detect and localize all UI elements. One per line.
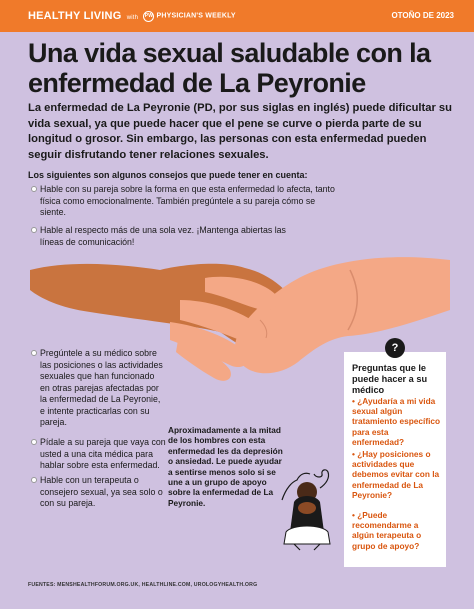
- brand-name: HEALTHY LIVING: [28, 10, 122, 22]
- anxious-person-illustration: [272, 462, 342, 552]
- intro-paragraph: La enfermedad de La Peyronie (PD, por sus siglas en inglés) puede dificultar su vida sexual, ya que puede hacer que el pene se curve o pierda parte de su longitud o grosor. Sin embargo, las personas con esta enfermedad pueden seguir disfrutando tener relaciones sexuales.: [28, 102, 452, 161]
- brand-with: with: [126, 15, 139, 21]
- tip-text: Hable con su pareja sobre la forma en que esta enfermedad lo afecta, tanto física como emocionalmente. También pregúntele a su pareja cómo se siente.: [40, 184, 335, 217]
- brand-logo: [28, 10, 236, 22]
- tip-text: Pregúntele a su médico sobre las posiciones o las actividades sexuales que han funcionado en otras parejas afectadas por la enfermedad de La Peyronie, e intente practicarlas con su pareja.: [40, 348, 163, 427]
- tip-item: [40, 475, 164, 510]
- tips-heading: Los siguientes son algunos consejos que puede tener en cuenta:: [28, 170, 308, 180]
- page-title: Una vida sexual saludable con la enfermedad de La Peyronie: [28, 38, 431, 98]
- doctor-question: • ¿Ayudaría a mi vida sexual algún tratamiento específico para esta enfermedad?: [352, 396, 441, 447]
- doctor-question: • ¿Hay posiciones o actividades que debemos evitar con la enfermedad de La Peyronie?: [352, 449, 440, 500]
- tip-text: Pídale a su pareja que vaya con usted a una cita médica para hablar sobre esta enfermedad.: [40, 437, 166, 470]
- issue-date: OTOÑO DE 2023: [391, 11, 454, 20]
- tip-item: [40, 437, 168, 472]
- tip-item: [40, 348, 164, 429]
- sources-footer: FUENTES: MENSHEALTHFORUM.ORG.UK, HEALTHLINE.COM, UROLOGYHEALTH.ORG: [28, 582, 258, 588]
- tip-text: Hable al respecto más de una sola vez. ¡Mantenga abiertas las líneas de comunicación!: [40, 225, 286, 247]
- bullet-icon: [31, 477, 37, 483]
- support-group-note: Aproximadamente a la mitad de los hombres con esta enfermedad les da depresión o ansiedad. Le puede ayudar a sentirse menos solo si se une a un grupo de apoyo sobre la enfermedad de La Peyronie.: [168, 425, 283, 508]
- tip-text: Hable con un terapeuta o consejero sexual, ya sea solo o con su pareja.: [40, 475, 163, 508]
- partner-name: PHYSICIAN'S WEEKLY: [156, 12, 236, 20]
- doctor-question: • ¿Puede recomendarme a algún terapeuta o grupo de apoyo?: [352, 510, 422, 551]
- tip-item: [40, 184, 340, 219]
- pw-logo-icon: PW: [143, 11, 154, 22]
- question-icon: ?: [385, 338, 405, 358]
- bullet-icon: [31, 350, 37, 356]
- bullet-icon: [31, 439, 37, 445]
- panel-title: Preguntas que le puede hacer a su médico: [352, 363, 428, 395]
- bullet-icon: [31, 186, 37, 192]
